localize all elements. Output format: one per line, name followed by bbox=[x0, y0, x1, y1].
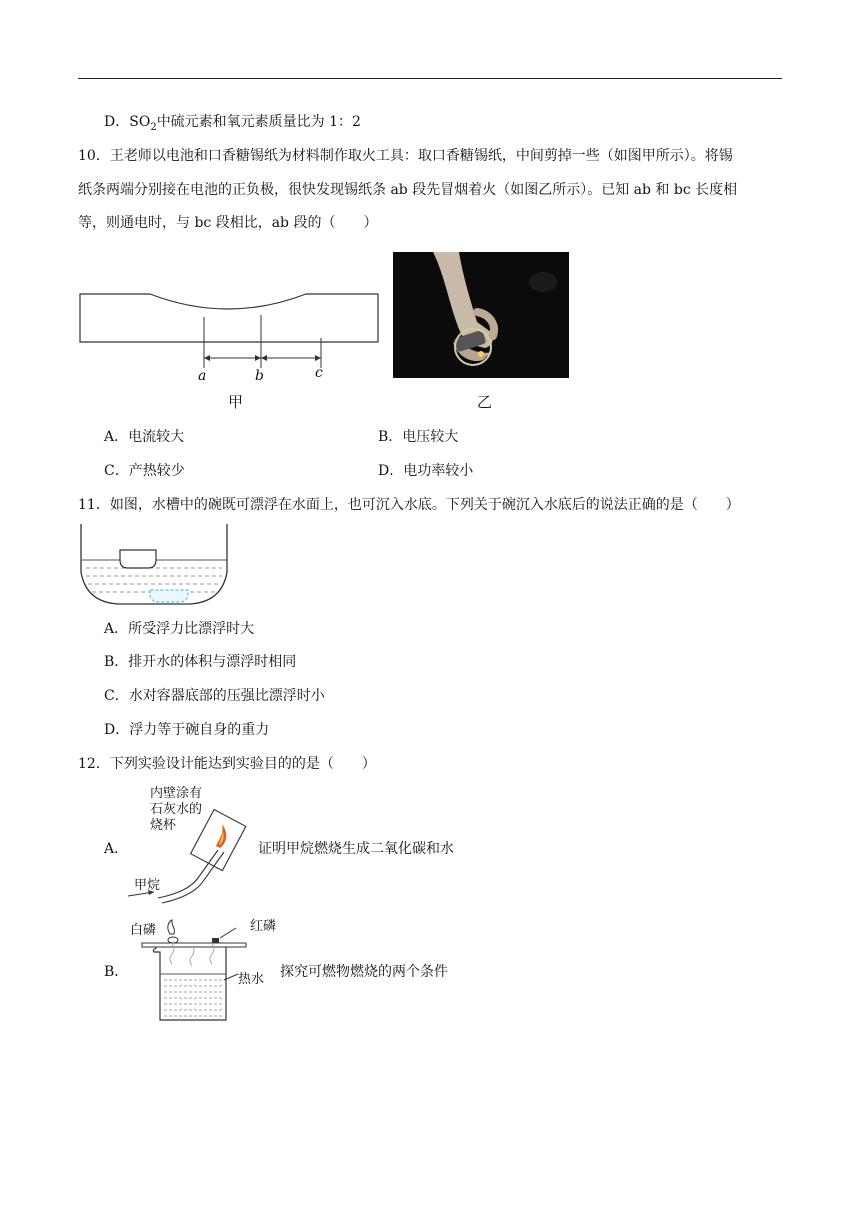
q10-option-d bbox=[378, 461, 473, 481]
q12-option-a-letter: A． bbox=[104, 841, 129, 857]
option-letter: A． bbox=[104, 621, 129, 637]
label-a: a bbox=[198, 368, 207, 384]
option-text: 所受浮力比漂浮时大 bbox=[128, 621, 255, 637]
option-letter: D． bbox=[378, 463, 404, 479]
white-phosphorus-label: 白磷 bbox=[130, 923, 157, 938]
water-tank-bowl-figure bbox=[78, 524, 230, 606]
option-text: 浮力等于碗自身的重力 bbox=[129, 722, 270, 738]
q12-option-a-text: 证明甲烷燃烧生成二氧化碳和水 bbox=[258, 841, 454, 857]
red-phosphorus-label: 红磷 bbox=[250, 919, 277, 934]
label-c: c bbox=[315, 365, 323, 381]
label-b: b bbox=[255, 368, 264, 384]
option-letter: D． bbox=[104, 722, 130, 738]
prev-option-d bbox=[104, 112, 361, 138]
option-text: 电流较大 bbox=[128, 429, 185, 445]
formula-subscript: 2 bbox=[150, 121, 157, 133]
phosphorus-combustion-figure bbox=[140, 920, 250, 1026]
q10-stem-line3: 等，则通电时，与 bc 段相比，ab 段的（ ） bbox=[78, 215, 378, 231]
q12-option-b-letter: B． bbox=[104, 964, 129, 980]
q11-option-c bbox=[104, 686, 325, 706]
beaker-label-line3: 烧杯 bbox=[150, 818, 177, 833]
q10-stem-line2: 纸条两端分别接在电池的正负极，很快发现锡纸条 ab 段先冒烟着火（如图乙所示）。已知 ab 和 bc 长度相 bbox=[78, 182, 738, 198]
option-text: 产热较少 bbox=[128, 463, 185, 479]
q11-option-a bbox=[104, 619, 254, 639]
caption-yi: 乙 bbox=[477, 393, 493, 411]
option-text: 电功率较小 bbox=[403, 463, 474, 479]
option-letter: A． bbox=[104, 429, 129, 445]
q10-option-b bbox=[378, 427, 458, 447]
hot-water-label: 热水 bbox=[238, 972, 265, 987]
beaker-label-line2: 石灰水的 bbox=[150, 802, 203, 817]
formula-text: SO bbox=[129, 114, 151, 130]
q12-stem: 12．下列实验设计能达到实验目的的是（ ） bbox=[78, 756, 376, 772]
option-letter: C． bbox=[104, 688, 129, 704]
q10-stem-line1: 10．王老师以电池和口香糖锡纸为材料制作取火工具：取口香糖锡纸，中间剪掉一些（如图甲所示）。将锡 bbox=[78, 148, 733, 164]
beaker-label-line1: 内壁涂有 bbox=[150, 786, 203, 801]
caption-jia: 甲 bbox=[228, 393, 244, 411]
q11-option-d bbox=[104, 720, 269, 740]
q10-option-a bbox=[104, 427, 184, 447]
tin-foil-strip-figure bbox=[78, 288, 383, 388]
q11-option-b bbox=[104, 652, 296, 672]
q10-option-c bbox=[104, 461, 185, 481]
option-letter: B． bbox=[104, 654, 129, 670]
option-letter: C． bbox=[104, 463, 129, 479]
q12-option-b-text: 探究可燃物燃烧的两个条件 bbox=[280, 964, 448, 980]
option-text: 中硫元素和氧元素质量比为 1：2 bbox=[156, 114, 361, 130]
battery-photo bbox=[393, 252, 569, 378]
option-text: 排开水的体积与漂浮时相同 bbox=[128, 654, 297, 670]
option-text: 电压较大 bbox=[402, 429, 459, 445]
q11-stem: 11．如图，水槽中的碗既可漂浮在水面上，也可沉入水底。下列关于碗沉入水底后的说法正确的是（ ） bbox=[78, 497, 740, 513]
option-letter: B． bbox=[378, 429, 403, 445]
header-rule bbox=[78, 78, 782, 79]
option-letter: D． bbox=[104, 114, 130, 130]
methane-label: 甲烷 bbox=[134, 878, 161, 893]
option-text: 水对容器底部的压强比漂浮时小 bbox=[128, 688, 325, 704]
